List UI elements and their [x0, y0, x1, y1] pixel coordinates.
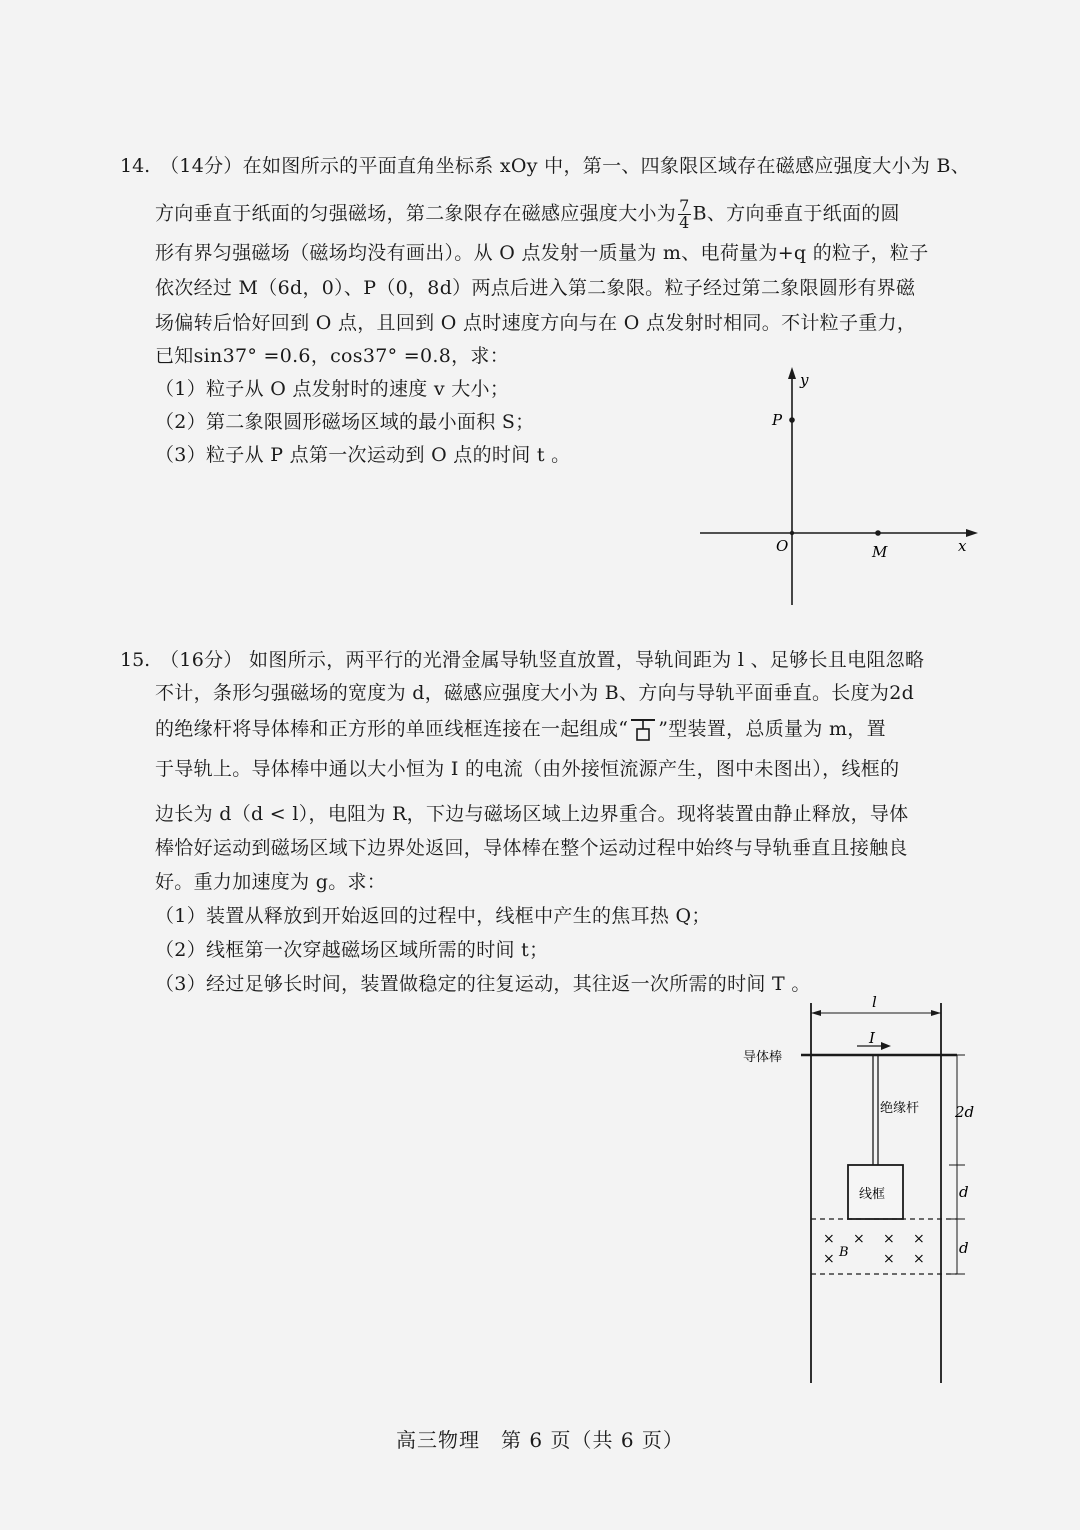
q15-line-1: （16分） 如图所示，两平行的光滑金属导轨竖直放置，导轨间距为 l 、足够长且电阻忽略: [160, 649, 925, 671]
field-cross: ×: [913, 1251, 925, 1267]
m-label: M: [872, 543, 888, 561]
t-shape-device-icon: [628, 716, 658, 744]
dim-d1-label: d: [959, 1183, 969, 1201]
q14-line-1: （14分）在如图所示的平面直角坐标系 xOy 中，第一、四象限区域存在磁感应强度大小为 B、: [160, 155, 971, 177]
field-label: B: [839, 1245, 849, 1260]
q14-number: 14.: [120, 155, 151, 177]
x-axis-label: x: [958, 537, 967, 555]
q14-sub-3: （3）粒子从 P 点第一次运动到 O 点的时间 t 。: [155, 444, 571, 466]
q15-number: 15.: [120, 649, 151, 671]
q14-sub-1: （1）粒子从 O 点发射时的速度 v 大小；: [155, 378, 510, 400]
p-label: P: [772, 411, 783, 429]
x-axis-arrow: [966, 529, 978, 537]
field-cross: ×: [853, 1231, 865, 1247]
q15-sub-3: （3）经过足够长时间，装置做稳定的往复运动，其往返一次所需的时间 T 。: [155, 973, 811, 995]
fraction-numerator: 7: [679, 196, 690, 215]
q14-sub-2: （2）第二象限圆形磁场区域的最小面积 S；: [155, 411, 535, 433]
q15-line-3a: 的绝缘杆将导体棒和正方形的单匝线框连接在一起组成“: [155, 718, 629, 740]
q14-line-3: 形有界匀强磁场（磁场均没有画出）。从 O 点发射一质量为 m、电荷量为+q 的粒子，粒子: [155, 242, 929, 264]
q15-line-6: 棒恰好运动到磁场区域下边界处返回，导体棒在整个运动过程中始终与导轨垂直且接触良: [155, 837, 908, 859]
field-cross: ×: [913, 1231, 925, 1247]
y-axis-arrow: [788, 367, 796, 379]
frame-label: 线框: [859, 1187, 886, 1202]
width-label: l: [872, 995, 877, 1011]
point-m: [875, 530, 881, 536]
field-cross: ×: [883, 1231, 895, 1247]
current-arrowhead: [881, 1042, 891, 1050]
fraction-denominator: 4: [679, 213, 690, 232]
q14-line-2b: B、方向垂直于纸面的圆: [692, 202, 900, 225]
current-label: I: [869, 1029, 875, 1047]
q15-rail-figure: [735, 995, 995, 1390]
q14-line-6: 已知sin37° =0.6，cos37° =0.8，求：: [155, 345, 509, 367]
q14-line-2: [155, 198, 900, 231]
q15-line-7: 好。重力加速度为 g。求：: [155, 871, 387, 893]
page-footer: 高三物理 第 6 页（共 6 页）: [396, 1428, 684, 1452]
q15-line-5: 边长为 d（d < l），电阻为 R，下边与磁场区域上边界重合。现将装置由静止释放，导体: [155, 803, 909, 825]
dim-2d-label: 2d: [955, 1103, 975, 1121]
q14-line-2a: 方向垂直于纸面的匀强磁场，第二象限存在磁感应强度大小为: [155, 202, 677, 225]
q14-line-4: 依次经过 M（6d，0）、P（0，8d）两点后进入第二象限。粒子经过第二象限圆形有界磁: [155, 277, 916, 299]
field-cross: ×: [823, 1231, 835, 1247]
width-arrow-right: [931, 1010, 941, 1016]
dim-d2-label: d: [959, 1239, 969, 1257]
q15-line-3: [155, 716, 886, 744]
q14-line-5: 场偏转后恰好回到 O 点，且回到 O 点时速度方向与在 O 点发射时相同。不计粒子重力，: [155, 312, 917, 334]
q15-sub-2: （2）线框第一次穿越磁场区域所需的时间 t；: [155, 939, 549, 961]
bar-label: 绝缘杆: [880, 1101, 920, 1116]
fraction-7-4: [678, 198, 690, 231]
q15-sub-1: （1）装置从释放到开始返回的过程中，线框中产生的焦耳热 Q；: [155, 905, 711, 927]
q15-line-4: 于导轨上。导体棒中通以大小恒为 I 的电流（由外接恒流源产生，图中未图出），线框的: [155, 758, 900, 780]
q15-line-3b: ”型装置，总质量为 m，置: [658, 718, 886, 740]
y-axis-label: y: [800, 371, 809, 389]
field-cross: ×: [823, 1251, 835, 1267]
rod-label: 导体棒: [743, 1050, 783, 1065]
field-cross: ×: [883, 1251, 895, 1267]
point-p: [789, 417, 795, 423]
q14-coordinate-figure: [690, 365, 990, 615]
width-arrow-left: [811, 1010, 821, 1016]
q15-line-2: 不计，条形匀强磁场的宽度为 d，磁感应强度大小为 B、方向与导轨平面垂直。长度为2d: [155, 682, 915, 704]
point-o: [790, 531, 794, 535]
origin-label: O: [776, 537, 789, 555]
